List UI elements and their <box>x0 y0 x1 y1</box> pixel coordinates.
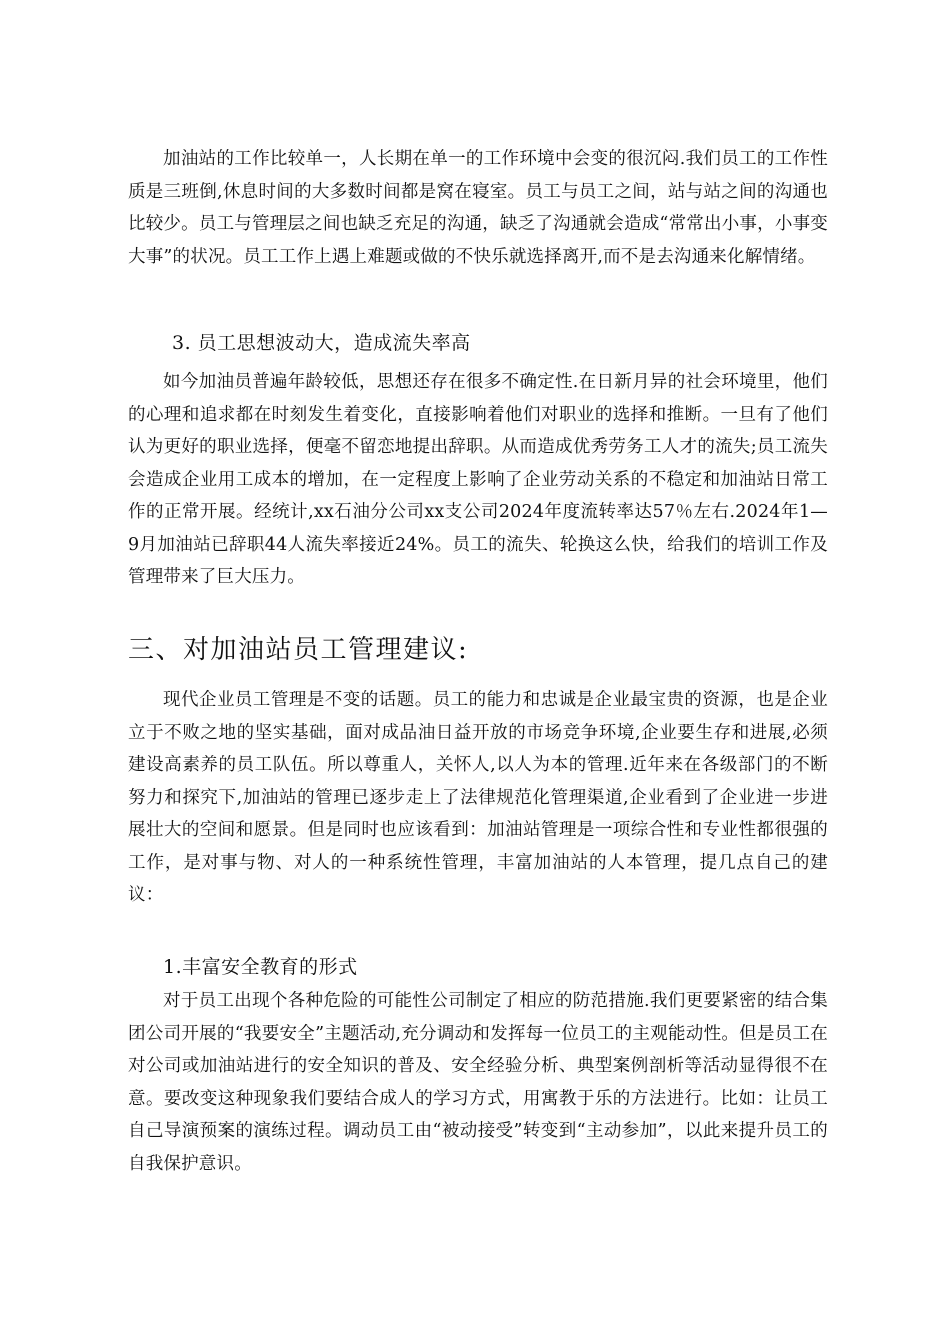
paragraph-modern-management: 现代企业员工管理是不变的话题。员工的能力和忠诚是企业最宝贵的资源，也是企业立于不败之地的坚实基础，面对成品油日益开放的市场竞争环境,企业要生存和进展,必须建设高素养的员工队伍。所以尊重人，关怀人,以人为本的管理.近年来在各级部门的不断努力和探究下,加油站的管理已逐步走上了法律规范化管理渠道,企业看到了企业进一步进展壮大的空间和愿景。但是同时也应该看到：加油站管理是一项综合性和专业性都很强的工作，是对事与物、对人的一种系统性管理，丰富加油站的人本管理，提几点自己的建议： <box>128 690 828 905</box>
paragraph-turnover: 如今加油员普遍年龄较低，思想还存在很多不确定性.在日新月异的社会环境里，他们的心理和追求都在时刻发生着变化，直接影响着他们对职业的选择和推断。一旦有了他们认为更好的职业选择，便毫不留恋地提出辞职。从而造成优秀劳务工人才的流失;员工流失会造成企业用工成本的增加，在一定程度上影响了企业劳动关系的不稳定和加油站日常工作的正常开展。经统计,xx石油分公司xx支公司2024年度流转率达57％左右.2024年1—9月加油站已辞职44人流失率接近24%。员工的流失、轮换这么快，给我们的培训工作及管理带来了巨大压力。 <box>128 372 828 587</box>
subheading-turnover: 3. 员工思想波动大，造成流失率高 <box>172 332 471 354</box>
section-heading-management-suggestions: 三、对加油站员工管理建议: <box>128 635 469 665</box>
paragraph-safety-education: 对于员工出现个各种危险的可能性公司制定了相应的防范措施.我们更要紧密的结合集团公司开展的“我要安全”主题活动,充分调动和发挥每一位员工的主观能动性。但是员工在对公司或加油站进行的安全知识的普及、安全经验分析、典型案例剖析等活动显得很不在意。要改变这种现象我们要结合成人的学习方式，用寓教于乐的方法进行。比如：让员工自己导演预案的演练过程。调动员工由“被动接受”转变到“主动参加”，以此来提升员工的自我保护意识。 <box>128 991 828 1174</box>
subheading-safety-education: 1.丰富安全教育的形式 <box>163 956 358 978</box>
paragraph-communication-issue: 加油站的工作比较单一，人长期在单一的工作环境中会变的很沉闷.我们员工的工作性质是三班倒,休息时间的大多数时间都是窝在寝室。员工与员工之间，站与站之间的沟通也比较少。员工与管理层之间也缺乏充足的沟通，缺乏了沟通就会造成“常常出小事，小事变大事”的状况。员工工作上遇上难题或做的不快乐就选择离开,而不是去沟通来化解情绪。 <box>128 149 828 267</box>
